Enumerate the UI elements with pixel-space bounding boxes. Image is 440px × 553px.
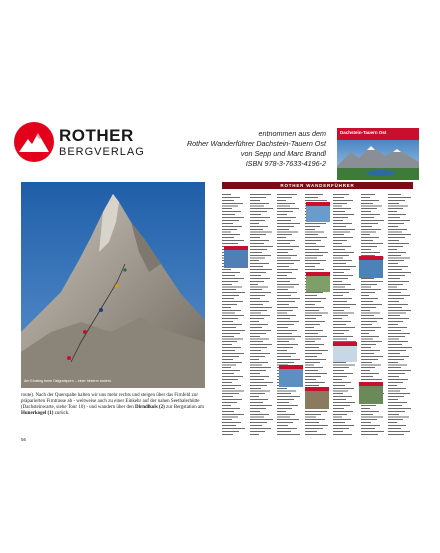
catalog-thumbnail bbox=[306, 202, 330, 222]
body-segment: zur Bergstation am bbox=[164, 405, 205, 410]
book-cover-photo bbox=[337, 140, 419, 180]
catalog-line bbox=[277, 433, 300, 436]
series-banner: ROTHER WANDERFÜHRER bbox=[222, 182, 413, 189]
book-cover-image[interactable] bbox=[337, 128, 419, 180]
catalog-line bbox=[305, 433, 326, 436]
body-segment-bold: Dirndlkols (2) bbox=[134, 405, 165, 410]
catalog-thumbnail bbox=[359, 382, 383, 404]
catalog-column bbox=[277, 193, 302, 439]
climbing-photo bbox=[21, 182, 205, 388]
catalog-line bbox=[361, 433, 379, 436]
catalog-thumbnail bbox=[306, 272, 330, 292]
catalog-thumbnail bbox=[279, 365, 303, 387]
brand-subtitle: BERGVERLAG bbox=[59, 146, 145, 158]
catalog-line bbox=[250, 433, 260, 436]
catalog-thumbnail bbox=[224, 246, 248, 268]
mountain-logo-icon bbox=[14, 122, 54, 162]
catalog-column bbox=[388, 193, 413, 439]
brand-name: ROTHER bbox=[59, 126, 134, 145]
credits-line: ISBN 978-3-7633-4196-2 bbox=[245, 159, 326, 168]
body-text bbox=[21, 393, 205, 417]
source-credits bbox=[126, 129, 326, 169]
catalog-thumbnail bbox=[359, 256, 383, 278]
catalog-thumbnail bbox=[333, 342, 357, 362]
book-cover-title: Dachstein-Tauern Ost bbox=[340, 130, 387, 135]
catalog-column bbox=[222, 193, 247, 439]
page-number: 56 bbox=[21, 437, 27, 442]
catalog-line bbox=[388, 433, 404, 436]
catalog-column bbox=[250, 193, 275, 439]
body-segment: route). Nach der Querspalte halten wir uns mehr rechts und steigen über das Firnfeld zur präparierten Firntrasse ab - weitweise auch zu einer Einkehr auf der nahen Seethalerhütte (Dachsteinwarte, siehe Tour 10) - und wandern über den bbox=[21, 393, 200, 410]
left-page bbox=[21, 182, 205, 442]
credits-line: entnommen aus dem bbox=[258, 129, 326, 138]
catalog-line bbox=[222, 433, 233, 436]
credits-line: Rother Wanderführer Dachstein-Tauern Ost bbox=[186, 139, 326, 148]
photo-caption: Am Einstieg beim Ostgratsporn – einer hinterm andern. bbox=[24, 379, 112, 383]
catalog-column bbox=[333, 193, 358, 439]
body-segment-bold: Hunerkogel (1) bbox=[21, 411, 54, 416]
body-segment: zurück. bbox=[53, 411, 70, 416]
catalog-thumbnail bbox=[305, 387, 329, 409]
credits-line: von Sepp und Marc Brandl bbox=[240, 149, 326, 158]
right-page bbox=[222, 182, 413, 442]
catalog-line bbox=[333, 433, 352, 436]
